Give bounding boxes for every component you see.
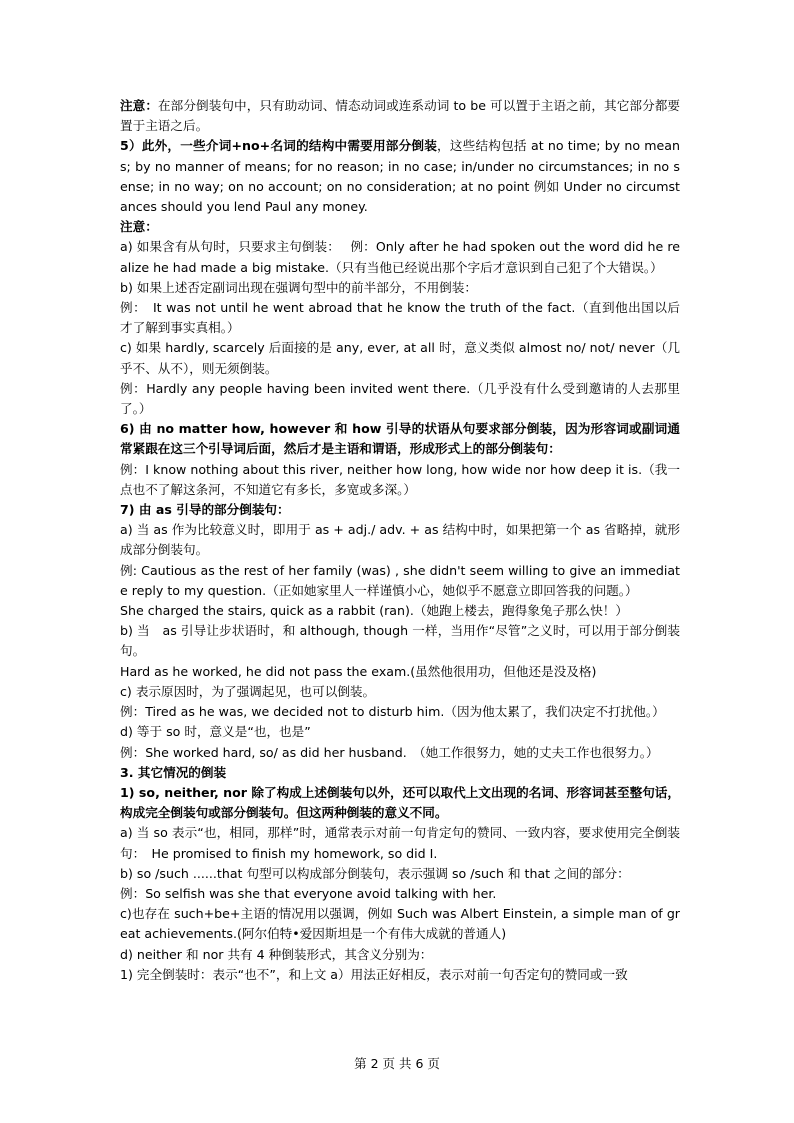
paragraph: 例：I know nothing about this river, neither how long, how wide nor how deep it is.（我一点也不了解这条河，不知道它有多长，多宽或多深。） (120, 461, 680, 497)
bold-heading-text: 3. 其它情况的倒装 (120, 764, 227, 780)
paragraph (120, 763, 680, 783)
paragraph (120, 96, 680, 136)
bold-heading-text: 注意： (120, 219, 158, 235)
paragraph: 1) 完全倒装时：表示“也不”，和上文 a）用法正好相反，表示对前一句否定句的赞同或一致 (120, 966, 628, 982)
paragraph (120, 500, 680, 520)
paragraph: c) 表示原因时，为了强调起见，也可以倒装。 (120, 683, 376, 699)
page-body (120, 96, 680, 985)
paragraph-text: ，这些结构包括 at no time; by no means; by no manner of means; for no reason; in no case; in/under no circumstances; in no sense; in no way; on no account; on no consideration; at no point 例如 Under no circumstances should you lend Paul any money. (120, 138, 680, 215)
paragraph (120, 419, 680, 459)
bold-heading-text: 7) 由 as 引导的部分倒装句： (120, 502, 290, 518)
paragraph: Hard as he worked, he did not pass the exam.(虽然他很用功，但他还是没及格) (120, 663, 597, 679)
paragraph: d) neither 和 nor 共有 4 种倒装形式，其含义分别为： (120, 946, 433, 962)
paragraph: 例：Hardly any people having been invited went there.（几乎没有什么受到邀请的人去那里了。） (120, 380, 680, 417)
paragraph: a) 如果含有从句时，只要求主句倒装： 例：Only after he had spoken out the word did he realize he had made a big mistake.（只有当他已经说出那个字后才意识到自己犯了个大错误。） (120, 239, 680, 275)
bold-heading-text: 5）此外，一些介词+no+名词的结构中需要用部分倒装 (120, 138, 438, 154)
paragraph: b) 当 as 引导让步状语时，和 although, though 一样，当用作“尽管”之义时，可以用于部分倒装句。 (120, 623, 680, 659)
paragraph: 例： It was not until he went abroad that he know the truth of the fact.（直到他出国以后才了解到事实真相。） (120, 300, 680, 336)
paragraph: a) 当 so 表示“也，相同，那样”时，通常表示对前一句肯定句的赞同、一致内容，要求使用完全倒装句： He promised to finish my homework, so did I. (120, 825, 680, 861)
bold-heading-text: 注意： (120, 98, 159, 113)
paragraph (120, 136, 680, 217)
paragraph (120, 783, 680, 823)
paragraph: a) 当 as 作为比较意义时，即用于 as + adj./ adv. + as 结构中时，如果把第一个 as 省略掉，就形成部分倒装句。 (120, 522, 680, 558)
bold-heading-text: 1) so, neither, nor 除了构成上述倒装句以外，还可以取代上文出现的名词、形容词甚至整句话，构成完全倒装句或部分倒装句。但这两种倒装的意义不同。 (120, 784, 680, 821)
paragraph: b) so /such ......that 句型可以构成部分倒装句，表示强调 so /such 和 that 之间的部分： (120, 865, 630, 881)
paragraph-text: 在部分倒装句中，只有助动词、情态动词或连系动词 to be 可以置于主语之前，其它部分都要置于主语之后。 (120, 98, 680, 134)
paragraph: b) 如果上述否定副词出现在强调句型中的前半部分，不用倒装： (120, 279, 477, 295)
paragraph (120, 217, 680, 237)
paragraph: d) 等于 so 时，意义是“也，也是” (120, 724, 311, 740)
paragraph: 例: Cautious as the rest of her family (was) , she didn't seem willing to give an immediate reply to my question.（正如她家里人一样谨慎小心，她似乎不愿意立即回答我的问题。） (120, 562, 680, 598)
paragraph: 例：She worked hard, so/ as did her husband. （她工作很努力，她的丈夫工作也很努力。） (120, 744, 659, 760)
paragraph: 例：Tired as he was, we decided not to disturb him.（因为他太累了，我们决定不打扰他。） (120, 704, 665, 720)
paragraph: She charged the stairs, quick as a rabbit (ran).（她跑上楼去，跑得象兔子那么快！） (120, 603, 628, 619)
paragraph: c)也存在 such+be+主语的情况用以强调，例如 Such was Albert Einstein, a simple man of great achievements.(阿尔伯特•爱因斯坦是一个有伟大成就的普通人) (120, 906, 680, 942)
page-footer: 第 2 页 共 6 页 (354, 1056, 440, 1071)
paragraph: c) 如果 hardly, scarcely 后面接的是 any, ever, at all 时，意义类似 almost no/ not/ never（几乎不、从不），则无须倒装。 (120, 340, 680, 376)
paragraph: 例：So selfish was she that everyone avoid talking with her. (120, 885, 497, 901)
bold-heading-text: 6) 由 no matter how, however 和 how 引导的状语从句要求部分倒装，因为形容词或副词通常紧跟在这三个引导词后面，然后才是主语和谓语，形成形式上的部分倒装句： (120, 421, 680, 457)
